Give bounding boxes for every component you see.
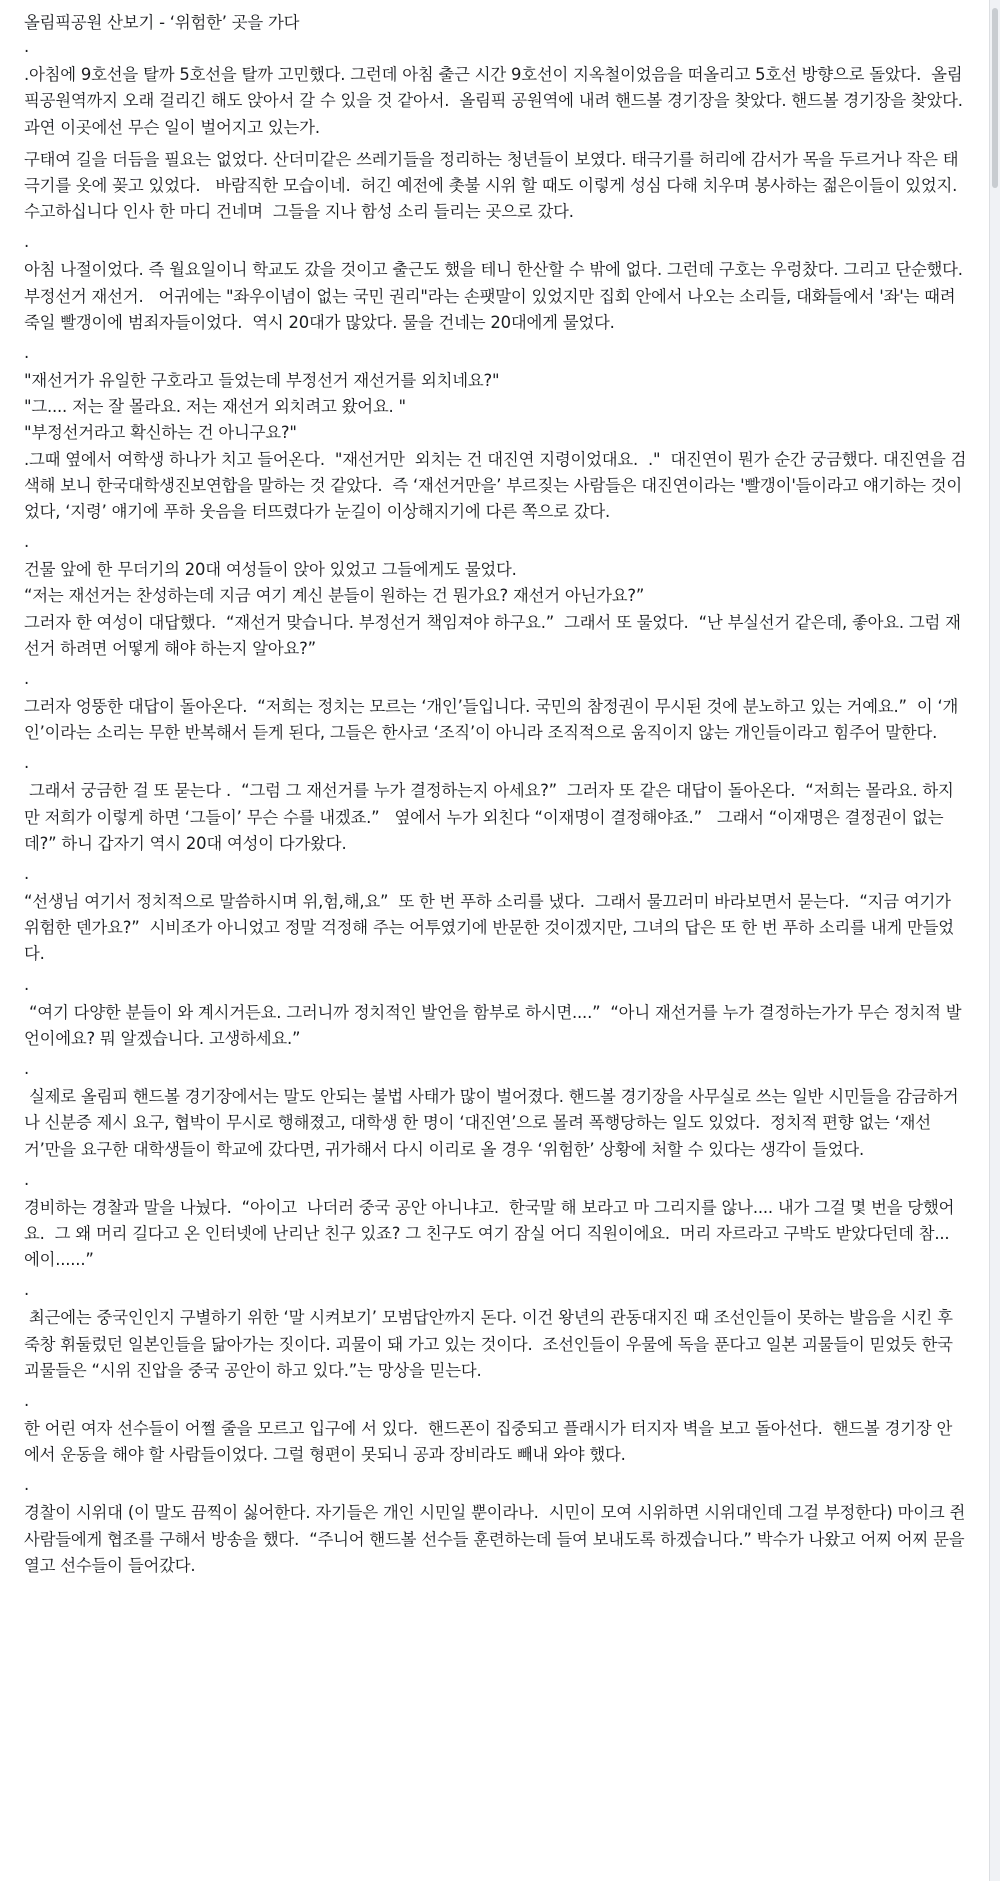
paragraph-6: 그러자 엉뚱한 대답이 돌아온다. “저희는 정치는 모르는 ‘개인’들입니다. 국민의 참정권이 무시된 것에 분노하고 있는 거예요.” 이 ‘개인’이라는 소리는 무한 반복해서 듣게 된다, 그들은 한사코 ‘조직’이 아니라 조직적으로 움직이지 않는 개인들이라고 힘주어 말한다. <box>24 697 959 743</box>
separator-dot: . <box>24 1475 30 1495</box>
paragraph-1: .아침에 9호선을 탈까 5호선을 탈까 고민했다. 그런데 아침 출근 시간 9호선이 지옥철이었음을 떠올리고 5호선 방향으로 돌았다. 올림픽공원역까지 오래 걸리긴 해도 앉아서 갈 수 있을 것 같아서. 올림픽 공원역에 내려 핸드볼 경기장을 찾았다. 핸드볼 경기장을 찾았다. 과연 이곳에선 무슨 일이 벌어지고 있는가. <box>24 65 968 137</box>
separator-dot: . <box>24 1059 30 1079</box>
paragraph-14: 경찰이 시위대 (이 말도 끔찍이 싫어한다. 자기들은 개인 시민일 뿐이라나. 시민이 모여 시위하면 시위대인데 그걸 부정한다) 마이크 쥔 사람들에게 협조를 구해서 방송을 했다. “주니어 핸드볼 선수들 훈련하는데 들여 보내도록 하겠습니다.” 박수가 나왔고 어찌 어찌 문을 열고 선수들이 들어갔다. <box>24 1503 971 1575</box>
paragraph-9: “여기 다양한 분들이 와 계시거든요. 그러니까 정치적인 발언을 함부로 하시면....” “아니 재선거를 누가 결정하는가가 무슨 정치적 발언이에요? 뭐 알겠습니다. 고생하세요.” <box>24 1002 962 1048</box>
paragraph-7: 그래서 궁금한 걸 또 묻는다 . “그럼 그 재선거를 누가 결정하는지 아세요?” 그러자 또 같은 대답이 돌아온다. “저희는 몰라요. 하지만 저희가 이렇게 하면 ‘그들이’ 무슨 수를 내겠죠.” 옆에서 누가 외친다 “이재명이 결정해야죠.” 그래서 “이재명은 결정권이 없는데?” 하니 갑자기 역시 20대 여성이 다가왔다. <box>24 781 954 853</box>
paragraph-10: 실제로 올림피 핸드볼 경기장에서는 말도 안되는 불법 사태가 많이 벌어졌다. 핸드볼 경기장을 사무실로 쓰는 일반 시민들을 감금하거나 신분증 제시 요구, 협박이 무시로 행해졌고, 대학생 한 명이 ‘대진연’으로 몰려 폭행당하는 일도 있었다. 정치적 편향 없는 ‘재선거’만을 요구한 대학생들이 학교에 갔다면, 귀가해서 다시 이리로 올 경우 ‘위험한’ 상황에 처할 수 있다는 생각이 들었다. <box>24 1087 959 1159</box>
paragraph-12: 최근에는 중국인인지 구별하기 위한 ‘말 시켜보기’ 모범답안까지 돈다. 이건 왕년의 관동대지진 때 조선인들이 못하는 발음을 시킨 후 죽창 휘둘렀던 일본인들을 닮아가는 짓이다. 괴물이 돼 가고 있는 것이다. 조선인들이 우물에 독을 푼다고 일본 괴물들이 믿었듯 한국 괴물들은 “시위 진압을 중국 공안이 하고 있다.”는 망상을 믿는다. <box>24 1308 958 1380</box>
separator-dot: . <box>24 1390 30 1410</box>
paragraph-11: 경비하는 경찰과 말을 나눴다. “아이고 나더러 중국 공안 아니냐고. 한국말 해 보라고 마 그리지를 않나.... 내가 그걸 몇 번을 당했어요. 그 왜 머리 길다고 온 인터넷에 난리난 친구 있죠? 그 친구도 여기 잠실 어디 직원이에요. 머리 자르라고 구박도 받았다던데 참... 에이......” <box>24 1197 955 1270</box>
vertical-scrollbar[interactable] <box>990 0 1000 1881</box>
paragraph-5-line-3: 그러자 한 여성이 대답했다. “재선거 맞습니다. 부정선거 책임져야 하구요.” 그래서 또 물었다. “난 부실선거 같은데, 좋아요. 그럼 재선거 하려면 어떻게 해야 하는지 알아요?” <box>24 612 961 658</box>
paragraph-8: “선생님 여기서 정치적으로 말씀하시며 위,험,해,요” 또 한 번 푸하 소리를 냈다. 그래서 물끄러미 바라보면서 묻는다. “지금 여기가 위험한 덴가요?” 시비조가 아니었고 정말 걱정해 주는 어투였기에 반문한 것이겠지만, 그녀의 답은 또 한 번 푸하 소리를 내게 만들었다. <box>24 892 956 964</box>
separator-dot: . <box>24 343 30 363</box>
post-title: 올림픽공원 산보기 - ‘위험한’ 곳을 가다 <box>24 13 300 32</box>
paragraph-3: 아침 나절이었다. 즉 월요일이니 학교도 갔을 것이고 출근도 했을 테니 한산할 수 밖에 없다. 그런데 구호는 우렁찼다. 그리고 단순했다. 부정선거 재선거. 어귀에는 "좌우이념이 없는 국민 권리"라는 손팻말이 있었지만 집회 안에서 나오는 소리들, 대화들에서 '좌'는 때려죽일 빨갱이에 범죄자들이었다. 역시 20대가 많았다. 물을 건네는 20대에게 물었다. <box>24 260 968 332</box>
quote-3: "부정선거라고 확신하는 건 아니구요?" <box>24 423 297 443</box>
separator-dot: . <box>24 232 30 252</box>
quote-1: "재선거가 유일한 구호라고 들었는데 부정선거 재선거를 외치네요?" <box>24 371 500 391</box>
separator-dot: . <box>24 532 30 552</box>
paragraph-13: 한 어린 여자 선수들이 어쩔 줄을 모르고 입구에 서 있다. 핸드폰이 집중되고 플래시가 터지자 벽을 보고 돌아선다. 핸드볼 경기장 안에서 운동을 해야 할 사람들이었다. 그럴 형편이 못되니 공과 장비라도 빼내 와야 했다. <box>24 1418 953 1465</box>
separator-dot: . <box>24 1280 30 1300</box>
quote-2: "그.... 저는 잘 몰라요. 저는 재선거 외치려고 왔어요. " <box>24 397 406 417</box>
paragraph-5-line-2: “저는 재선거는 찬성하는데 지금 여기 계신 분들이 원하는 건 뭔가요? 재선거 아닌가요?” <box>24 586 645 606</box>
separator-dot: . <box>24 864 30 884</box>
separator-dot: . <box>24 974 30 994</box>
separator-dot: . <box>24 1169 30 1189</box>
paragraph-5-line-1: 건물 앞에 한 무더기의 20대 여성들이 앉아 있었고 그들에게도 물었다. <box>24 560 517 580</box>
separator-dot: . <box>24 753 30 773</box>
scrollbar-thumb[interactable] <box>992 8 998 188</box>
paragraph-2: 구태여 길을 더듬을 필요는 없었다. 산더미같은 쓰레기들을 정리하는 청년들이 보였다. 태극기를 허리에 감서가 목을 두르거나 작은 태극기를 옷에 꽂고 있었다. 바람직한 모습이네. 허긴 예전에 촛불 시위 할 때도 이렇게 성심 다해 치우며 봉사하는 젊은이들이 있었지. 수고하십니다 인사 한 마디 건네며 그들을 지나 함성 소리 들리는 곳으로 갔다. <box>24 149 968 222</box>
separator-dot: . <box>24 37 30 57</box>
paragraph-4: .그때 옆에서 여학생 하나가 치고 들어온다. "재선거만 외치는 건 대진연 지령이었대요. ." 대진연이 뭔가 순간 궁금했다. 대진연을 검색해 보니 한국대학생진보연합을 말하는 것 같았다. 즉 ‘재선거만을’ 부르짖는 사람들은 대진연이라는 '빨갱이'들이라고 얘기하는 것이었다, ‘지령’ 얘기에 푸하 웃음을 터뜨렸다가 눈길이 이상해지기에 다른 쪽으로 갔다. <box>24 449 967 522</box>
separator-dot: . <box>24 669 30 689</box>
